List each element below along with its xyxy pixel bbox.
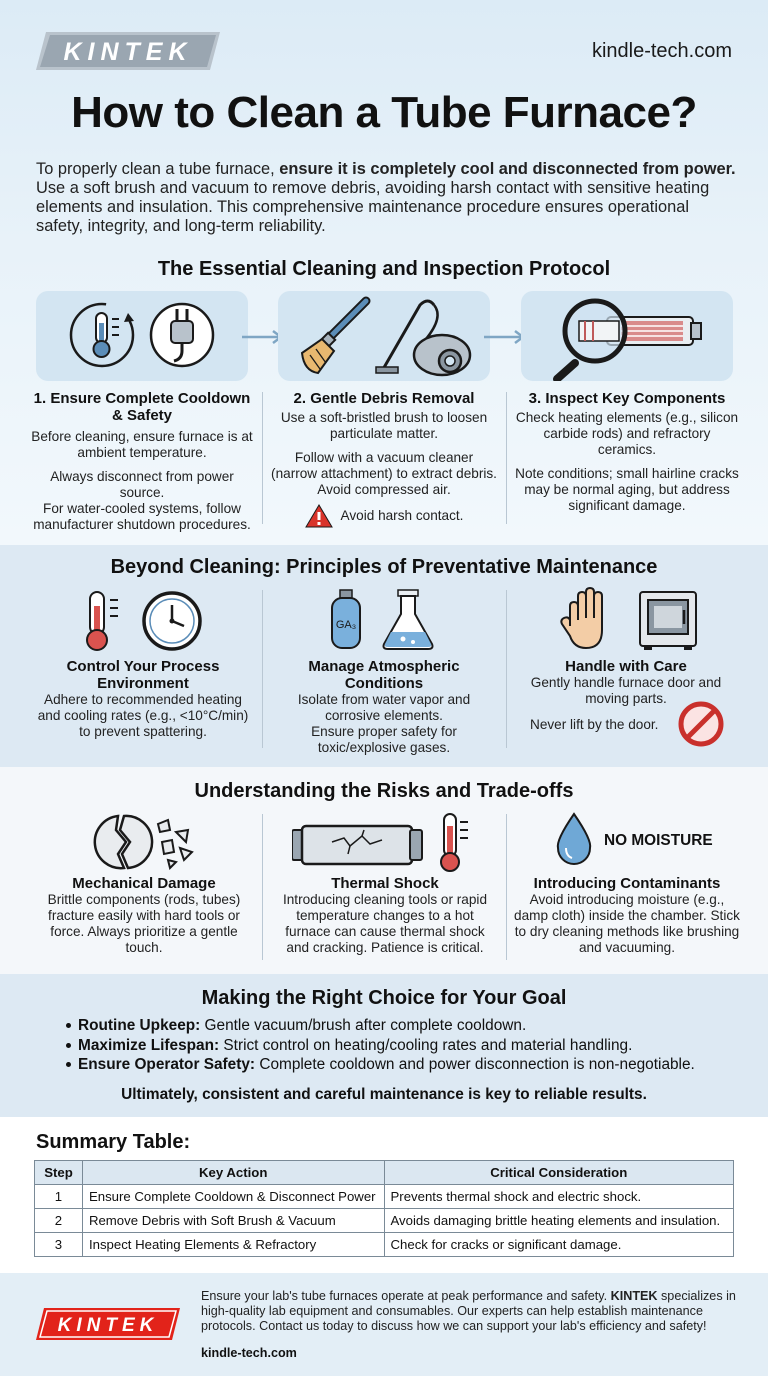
clock-icon [144, 593, 200, 649]
column-header: Critical Consideration [384, 1161, 734, 1185]
step2-icon-card [278, 291, 490, 381]
warning-icon [305, 504, 333, 528]
thermometer-cycle-icon [71, 304, 134, 366]
handle-care-text-2: Never lift by the door. [530, 717, 659, 732]
flask-icon [384, 590, 433, 649]
table-header-row [35, 1161, 734, 1185]
table-cell: 2 [35, 1209, 83, 1233]
step1-heading: 1. Ensure Complete Cooldown & Safety [33, 390, 251, 424]
table-row [35, 1185, 734, 1209]
mechanical-column [34, 875, 254, 956]
table-cell: Inspect Heating Elements & Refractory [82, 1233, 384, 1257]
process-env-text: Adhere to recommended heating and cooling rates (e.g., <10°C/min) to prevent spattering. [37, 692, 249, 739]
footer-site-link[interactable]: kindle-tech.com [201, 1346, 297, 1360]
step3-column [514, 390, 740, 514]
goals-title: Making the Right Choice for Your Goal [201, 987, 567, 1009]
svg-text:KINTEK: KINTEK [63, 38, 193, 66]
furnace-icon [640, 592, 696, 650]
divider [262, 590, 263, 748]
contaminants-heading: Introducing Contaminants [533, 875, 721, 892]
mechanical-text: Brittle components (rods, tubes) fracture easily with hard tools or force. Always prioritize a gentle touch. [47, 892, 241, 955]
protocol-title: The Essential Cleaning and Inspection Protocol [157, 258, 611, 280]
kintek-footer-logo[interactable] [36, 1308, 180, 1340]
tube-icon [292, 826, 422, 864]
water-drop-icon [554, 812, 594, 866]
warning-row [270, 504, 498, 528]
warning-text: Avoid harsh contact. [340, 508, 464, 523]
goals-list [78, 1016, 695, 1075]
table-row [35, 1233, 734, 1257]
table-row [35, 1209, 734, 1233]
intro-paragraph: To properly clean a tube furnace, ensure it is completely cool and disconnected from power. Use a soft brush and vacuum to remove debris, avoiding harsh contact with sensitive heating elements and insulation. This comprehensive maintenance procedure ensures operational safety, integrity, and long-term reliability. [36, 160, 736, 235]
process-env-column [36, 658, 250, 740]
vacuum-icon [376, 301, 470, 375]
divider [262, 392, 263, 524]
step1-icon-card [36, 291, 248, 381]
handle-care-heading: Handle with Care [565, 658, 687, 675]
step1-text-1: Before cleaning, ensure furnace is at ambient temperature. [31, 429, 253, 460]
step3-heading: 3. Inspect Key Components [528, 390, 726, 407]
contaminants-column [514, 875, 740, 956]
step2-text-1: Use a soft-bristled brush to loosen particulate matter. [280, 410, 488, 441]
handle-care-column [518, 658, 734, 707]
preventative-title: Beyond Cleaning: Principles of Preventative Maintenance [110, 556, 658, 578]
table-cell: 3 [35, 1233, 83, 1257]
divider [506, 590, 507, 748]
process-env-heading: Control Your Process Environment [66, 658, 220, 692]
step2-heading: 2. Gentle Debris Removal [293, 390, 475, 407]
mechanical-heading: Mechanical Damage [72, 875, 216, 892]
step3-icon-card [521, 291, 733, 381]
hand-icon [561, 588, 602, 648]
no-moisture-label: NO MOISTURE [604, 832, 713, 849]
thermometer-clock-icons [80, 588, 210, 652]
divider [506, 814, 507, 960]
arrow-right-icon [484, 330, 526, 344]
step2-text-2: Follow with a vacuum cleaner (narrow attachment) to extract debris. Avoid compressed air. [271, 450, 497, 497]
table-cell: Check for cracks or significant damage. [384, 1233, 734, 1257]
table-cell: Avoids damaging brittle heating elements and insulation. [384, 1209, 734, 1233]
step3-text-2: Note conditions; small hairline cracks may be normal aging, but address significant damage. [515, 466, 739, 513]
step2-column [270, 390, 498, 528]
step1-column [30, 390, 254, 533]
page-title: How to Clean a Tube Furnace? [71, 88, 697, 137]
table-cell: Remove Debris with Soft Brush & Vacuum [82, 1209, 384, 1233]
goals-conclusion: Ultimately, consistent and careful maintenance is key to reliable results. [121, 1086, 647, 1103]
divider [506, 392, 507, 524]
table-cell: 1 [35, 1185, 83, 1209]
power-plug-icon [151, 304, 213, 366]
brush-icon [302, 301, 366, 373]
summary-table [34, 1160, 734, 1257]
prohibited-icon [678, 701, 724, 747]
kintek-logo[interactable] [36, 32, 220, 70]
hand-oven-icons [560, 586, 700, 652]
column-header: Step [35, 1161, 83, 1185]
atmospheric-text-2: Ensure proper safety for toxic/explosive gases. [311, 724, 457, 755]
svg-text:KINTEK: KINTEK [57, 1315, 159, 1336]
thermometer-icon [441, 814, 468, 871]
contaminants-text: Avoid introducing moisture (e.g., damp cloth) inside the chamber. Stick to dry cleaning methods like brushing and vacuuming. [514, 892, 740, 955]
gas-flask-icons [328, 586, 448, 652]
risks-title: Understanding the Risks and Trade-offs [194, 780, 574, 802]
footer-text: Ensure your lab's tube furnaces operate at peak performance and safety. KINTEK specializes in high-quality lab equipment and consumables. Our experts can help establish maintenance protocols. Contact us today to discuss how we can support your lab's efficiency and safety! [201, 1289, 736, 1333]
column-header: Key Action [82, 1161, 384, 1185]
atmospheric-column [274, 658, 494, 756]
step3-text-1: Check heating elements (e.g., silicon carbide rods) and refractory ceramics. [515, 410, 739, 457]
table-cell: Ensure Complete Cooldown & Disconnect Power [82, 1185, 384, 1209]
step1-text-2: Always disconnect from power source. [50, 469, 234, 500]
divider [262, 814, 263, 960]
goal-item: Routine Upkeep: Gentle vacuum/brush after complete cooldown. [78, 1016, 695, 1036]
summary-title: Summary Table: [36, 1131, 191, 1153]
thermal-heading: Thermal Shock [331, 875, 439, 892]
site-url[interactable]: kindle-tech.com [591, 40, 732, 62]
handle-care-text-1: Gently handle furnace door and moving parts. [530, 675, 722, 706]
broken-plate-icon [88, 812, 200, 872]
atmospheric-heading: Manage Atmospheric Conditions [308, 658, 460, 692]
thermal-column [274, 875, 496, 956]
atmospheric-text-1: Isolate from water vapor and corrosive elements. [297, 692, 471, 723]
goal-item: Ensure Operator Safety: Complete cooldown and power disconnection is non-negotiable. [78, 1056, 695, 1073]
svg-text:GA₃: GA₃ [335, 619, 357, 631]
thermal-text: Introducing cleaning tools or rapid temperature changes to a hot furnace can cause thermal shock and cracking. Patience is critical. [282, 892, 488, 955]
magnifier-icon [557, 301, 701, 379]
thermometer-icon [87, 592, 118, 650]
table-cell: Prevents thermal shock and electric shock. [384, 1185, 734, 1209]
cracked-tube-icon [292, 812, 476, 874]
step1-text-3: For water-cooled systems, follow manufacturer shutdown procedures. [33, 501, 251, 532]
goal-item: Maximize Lifespan: Strict control on heating/cooling rates and material handling. [78, 1036, 695, 1056]
gas-cylinder-icon [332, 590, 360, 648]
